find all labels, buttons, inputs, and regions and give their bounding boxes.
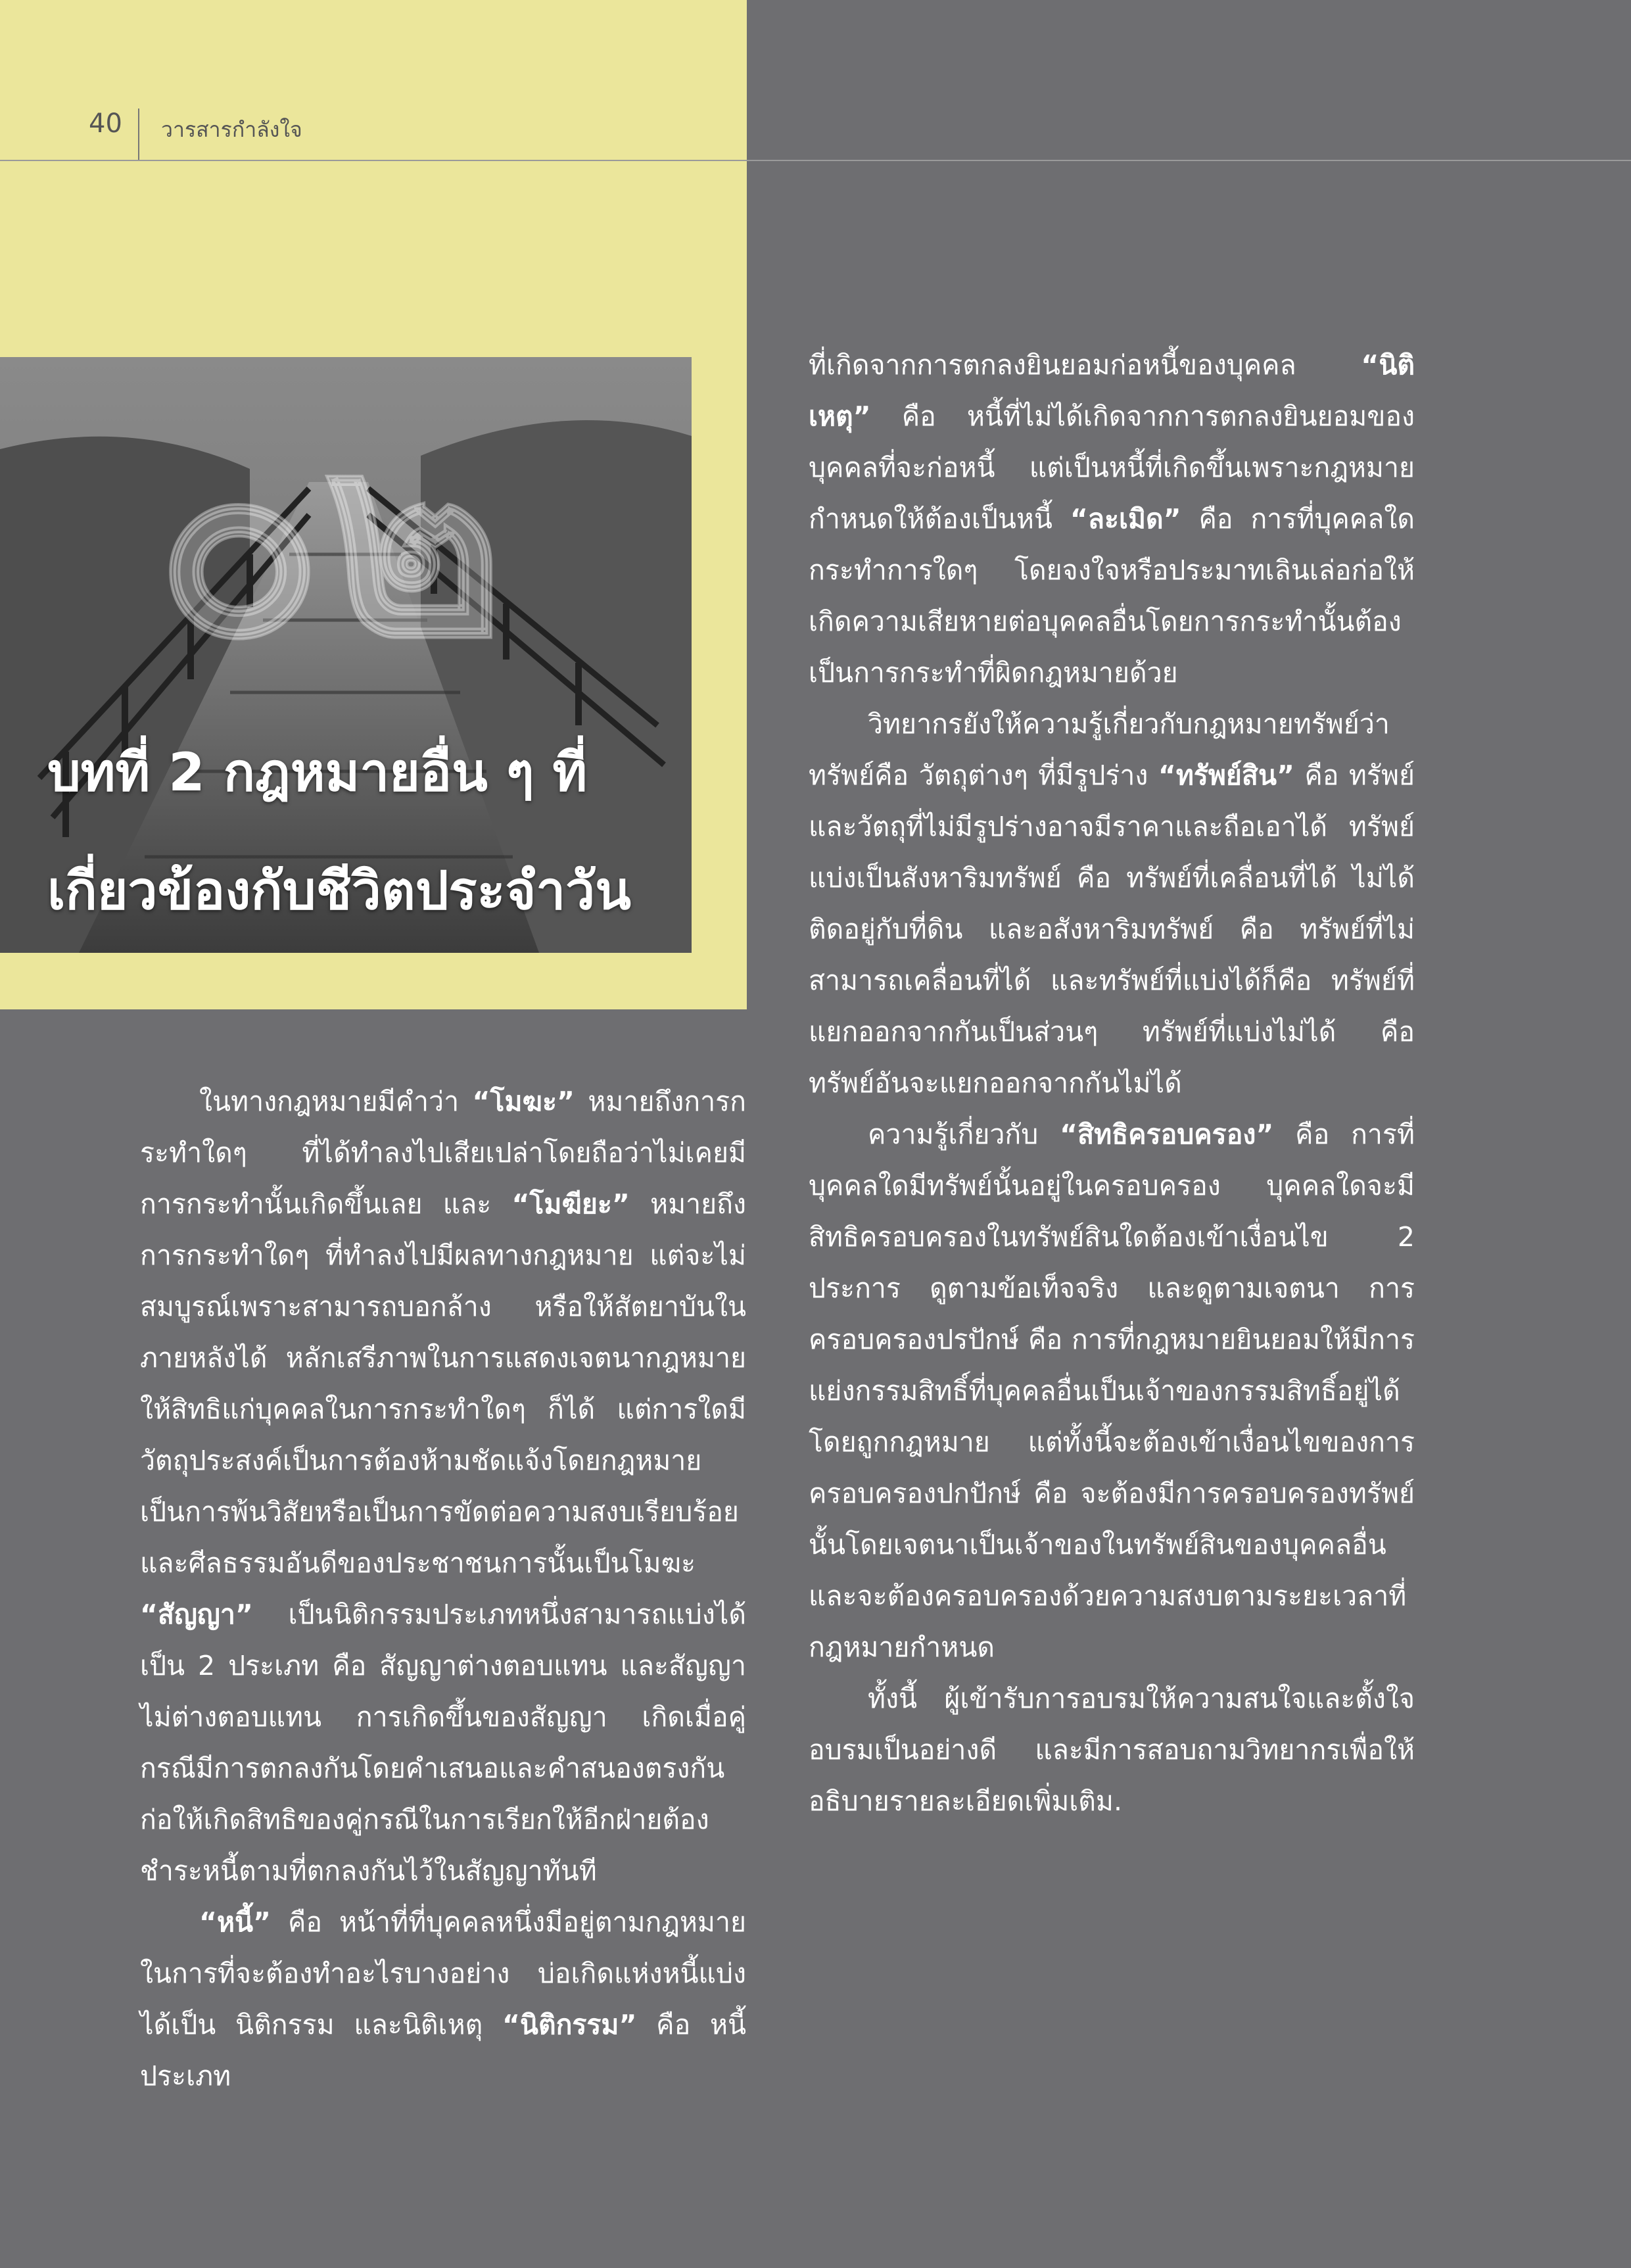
chapter-number: ๐๒ — [154, 377, 506, 699]
page-number: 40 — [89, 109, 122, 139]
left-column — [140, 1076, 746, 2102]
magazine-name: วารสารกำลังใจ — [161, 117, 302, 142]
chapter-title-line1: บทที่ 2 กฎหมายอื่น ๆ ที่ — [47, 742, 588, 803]
header-rule — [0, 160, 1631, 161]
paragraph: ที่เกิดจากการตกลงยินยอมก่อหนี้ของบุคคล “นิติเหตุ” คือ หนี้ที่ไม่ได้เกิดจากการตกลงยินยอมของบุคคลที่จะก่อหนี้ แต่เป็นหนี้ที่เกิดขึ้นเพราะกฎหมายกำหนดให้ต้องเป็นหนี้ “ละเมิด” คือ การที่บุคคลใดกระทำการใดๆ โดยจงใจหรือประมาทเลินเล่อก่อให้เกิดความเสียหายต่อบุคคลอื่นโดยการกระทำนั้นต้องเป็นการกระทำที่ผิดกฎหมายด้วย — [809, 349, 1415, 688]
chapter-title-line2: เกี่ยวข้องกับชีวิตประจำวัน — [47, 860, 631, 921]
paragraph: ความรู้เกี่ยวกับ “สิทธิครอบครอง” คือ การที่บุคคลใดมีทรัพย์นั้นอยู่ในครอบครอง บุคคลใดจะมีสิทธิครอบครองในทรัพย์สินใดต้องเข้าเงื่อนไข 2 ประการ ดูตามข้อเท็จจริง และดูตามเจตนา การครอบครองปรปักษ์ คือ การที่กฎหมายยินยอมให้มีการแย่งกรรมสิทธิ์ที่บุคคลอื่นเป็นเจ้าของกรรมสิทธิ์อยู่ได้โดยถูกกฎหมาย แต่ทั้งนี้จะต้องเข้าเงื่อนไขของการครอบครองปกปักษ์ คือ จะต้องมีการครอบครองทรัพย์นั้นโดยเจตนาเป็นเจ้าของในทรัพย์สินของบุคคลอื่นและจะต้องครอบครองด้วยความสงบตามระยะเวลาที่กฎหมายกำหนด — [809, 1119, 1415, 1663]
paragraph: วิทยากรยังให้ความรู้เกี่ยวกับกฎหมายทรัพย์ว่าทรัพย์คือ วัตถุต่างๆ ที่มีรูปร่าง “ทรัพย์สิน” คือ ทรัพย์และวัตถุที่ไม่มีรูปร่างอาจมีราคาและถือเอาได้ ทรัพย์แบ่งเป็นสังหาริมทรัพย์ คือ ทรัพย์ที่เคลื่อนที่ได้ ไม่ได้ติดอยู่กับที่ดิน และอสังหาริมทรัพย์ คือ ทรัพย์ที่ไม่สามารถเคลื่อนที่ได้ และทรัพย์ที่แบ่งได้ก็คือ ทรัพย์ที่แยกออกจากกันเป็นส่วนๆ ทรัพย์ที่แบ่งไม่ได้ คือ ทรัพย์อันจะแยกออกจากกันไม่ได้ — [809, 708, 1415, 1099]
paragraph: ในทางกฎหมายมีคำว่า “โมฆะ” หมายถึงการกระทำใดๆ ที่ได้ทำลงไปเสียเปล่าโดยถือว่าไม่เคยมีการกระทำนั้นเกิดขึ้นเลย และ “โมฆียะ” หมายถึงการกระทำใดๆ ที่ทำลงไปมีผลทางกฎหมาย แต่จะไม่สมบูรณ์เพราะสามารถบอกล้าง หรือให้สัตยาบันในภายหลังได้ หลักเสรีภาพในการแสดงเจตนากฎหมายให้สิทธิแก่บุคคลในการกระทำใดๆ ก็ได้ แต่การใดมีวัตถุประสงค์เป็นการต้องห้ามชัดแจ้งโดยกฎหมายเป็นการพ้นวิสัยหรือเป็นการขัดต่อความสงบเรียบร้อยและศีลธรรมอันดีของประชาชนการนั้นเป็นโมฆะ “สัญญา” เป็นนิติกรรมประเภทหนึ่งสามารถแบ่งได้เป็น 2 ประเภท คือ สัญญาต่างตอบแทน และสัญญาไม่ต่างตอบแทน การเกิดขึ้นของสัญญา เกิดเมื่อคู่กรณีมีการตกลงกันโดยคำเสนอและคำสนองตรงกันก่อให้เกิดสิทธิของคู่กรณีในการเรียกให้อีกฝ่ายต้องชำระหนี้ตามที่ตกลงกันไว้ในสัญญาทันที — [140, 1086, 747, 1887]
paragraph: “หนี้” คือ หน้าที่ที่บุคคลหนึ่งมีอยู่ตามกฎหมายในการที่จะต้องทำอะไรบางอย่าง บ่อเกิดแห่งหนี้แบ่งได้เป็น นิติกรรม และนิติเหตุ “นิติกรรม” คือ หนี้ประเภท — [140, 1906, 746, 2092]
paragraph: ทั้งนี้ ผู้เข้ารับการอบรมให้ความสนใจและตั้งใจอบรมเป็นอย่างดี และมีการสอบถามวิทยากรเพื่อให้อธิบายรายละเอียดเพิ่มเติม. — [809, 1683, 1415, 1817]
right-column — [809, 339, 1415, 1827]
header-divider — [138, 109, 139, 160]
